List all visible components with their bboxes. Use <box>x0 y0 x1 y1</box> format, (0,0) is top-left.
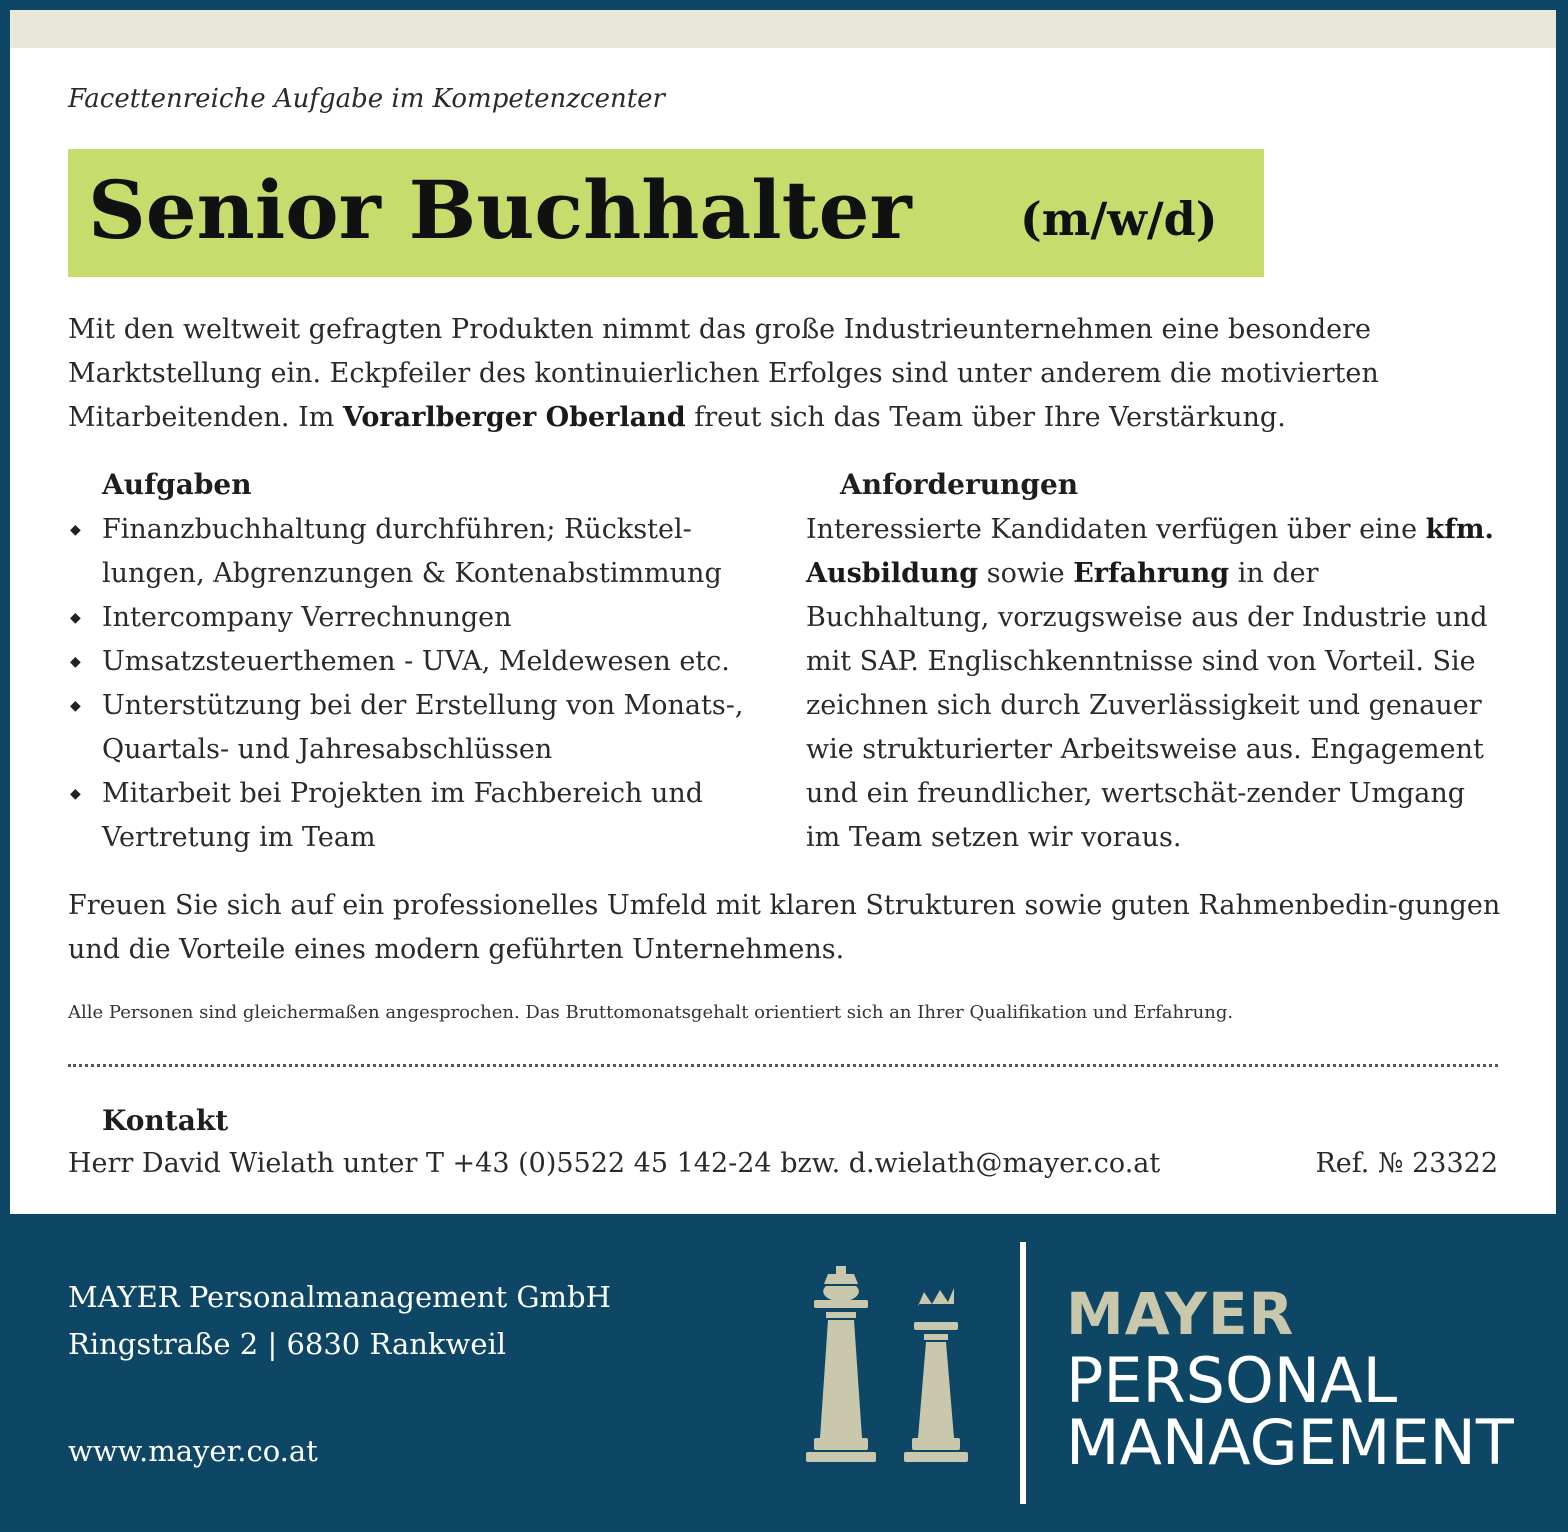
logo-divider <box>1020 1242 1026 1504</box>
intro-location: Vorarlberger Oberland <box>342 402 686 433</box>
legal-note: Alle Personen sind gleichermaßen angesprochen. Das Bruttomonatsgehalt orientiert sich an Ihrer Qualifikation und Erfahrung. <box>68 1002 1234 1023</box>
company-website[interactable]: www.mayer.co.at <box>68 1434 318 1468</box>
company-name: MAYER Personalmanagement GmbH <box>68 1280 611 1314</box>
top-band <box>10 10 1556 48</box>
diamond-bullet-icon: ◆ <box>70 654 81 670</box>
list-item <box>68 596 788 640</box>
tasks-list <box>68 508 788 860</box>
outro-paragraph: Freuen Sie sich auf ein professionelles Umfeld mit klaren Strukturen sowie guten Rahmenbedin-gungen und die Vorteile eines modern geführten Unternehmens. <box>68 890 1501 965</box>
requirements-paragraph <box>806 508 1506 860</box>
eyebrow-text: Facettenreiche Aufgabe im Kompetenzcenter <box>68 84 665 114</box>
intro-text-1: Mit den weltweit gefragten Produkten nimmt das große Industrieunternehmen eine besondere Marktstellung ein. Eckpfeiler des kontinuierlichen Erfolges sind unter anderem die motivierten Mitarbeitenden. Im <box>68 314 1379 433</box>
list-item <box>68 772 788 860</box>
job-title-suffix: (m/w/d) <box>1020 192 1218 246</box>
task-text: Mitarbeit bei Projekten im Fachbereich und Vertretung im Team <box>102 778 704 853</box>
logo-mayer: MAYER <box>1066 1280 1295 1348</box>
req-education: kfm. Ausbildung <box>806 514 1494 589</box>
diamond-bullet-icon: ◆ <box>70 522 81 538</box>
task-text: Umsatzsteuerthemen - UVA, Meldewesen etc. <box>102 646 730 677</box>
dotted-divider <box>68 1064 1498 1067</box>
reference-number: Ref. № 23322 <box>1315 1148 1498 1179</box>
diamond-bullet-icon: ◆ <box>70 610 81 626</box>
task-text: Finanzbuchhaltung durchführen; Rückstel-lungen, Abgrenzungen & Kontenabstimmung <box>102 514 722 589</box>
task-text: Intercompany Verrechnungen <box>102 602 512 633</box>
diamond-bullet-icon: ◆ <box>70 786 81 802</box>
company-address: Ringstraße 2 | 6830 Rankweil <box>68 1327 507 1361</box>
task-text: Unterstützung bei der Erstellung von Monats-, Quartals- und Jahresabschlüssen <box>102 690 744 765</box>
requirements-heading: Anforderungen <box>840 468 1079 501</box>
list-item <box>68 684 788 772</box>
logo-personal: PERSONAL <box>1066 1344 1398 1417</box>
job-title: Senior Buchhalter <box>88 163 912 257</box>
req-text-3: in der Buchhaltung, vorzugsweise aus der Industrie und mit SAP. Englischkenntnisse sind von Vorteil. Sie zeichnen sich durch Zuverlässigkeit und genauer wie strukturierter Arbeitsweise aus. Engagement und ein freundlicher, wertschät-zender Umgang im Team setzen wir voraus. <box>806 558 1488 853</box>
contact-details[interactable]: Herr David Wielath unter T +43 (0)5522 45 142-24 bzw. d.wielath@mayer.co.at <box>68 1148 1161 1179</box>
tasks-heading: Aufgaben <box>102 468 252 501</box>
intro-paragraph <box>68 308 1508 440</box>
req-experience: Erfahrung <box>1073 558 1230 589</box>
contact-heading: Kontakt <box>102 1104 229 1137</box>
list-item <box>68 640 788 684</box>
req-text-1: Interessierte Kandidaten verfügen über eine <box>806 514 1426 545</box>
diamond-bullet-icon: ◆ <box>70 698 81 714</box>
list-item <box>68 508 788 596</box>
chess-pieces-icon <box>800 1262 990 1472</box>
req-text-2: sowie <box>978 558 1074 589</box>
logo-management: MANAGEMENT <box>1066 1406 1514 1479</box>
intro-text-2: freut sich das Team über Ihre Verstärkung. <box>685 402 1286 433</box>
